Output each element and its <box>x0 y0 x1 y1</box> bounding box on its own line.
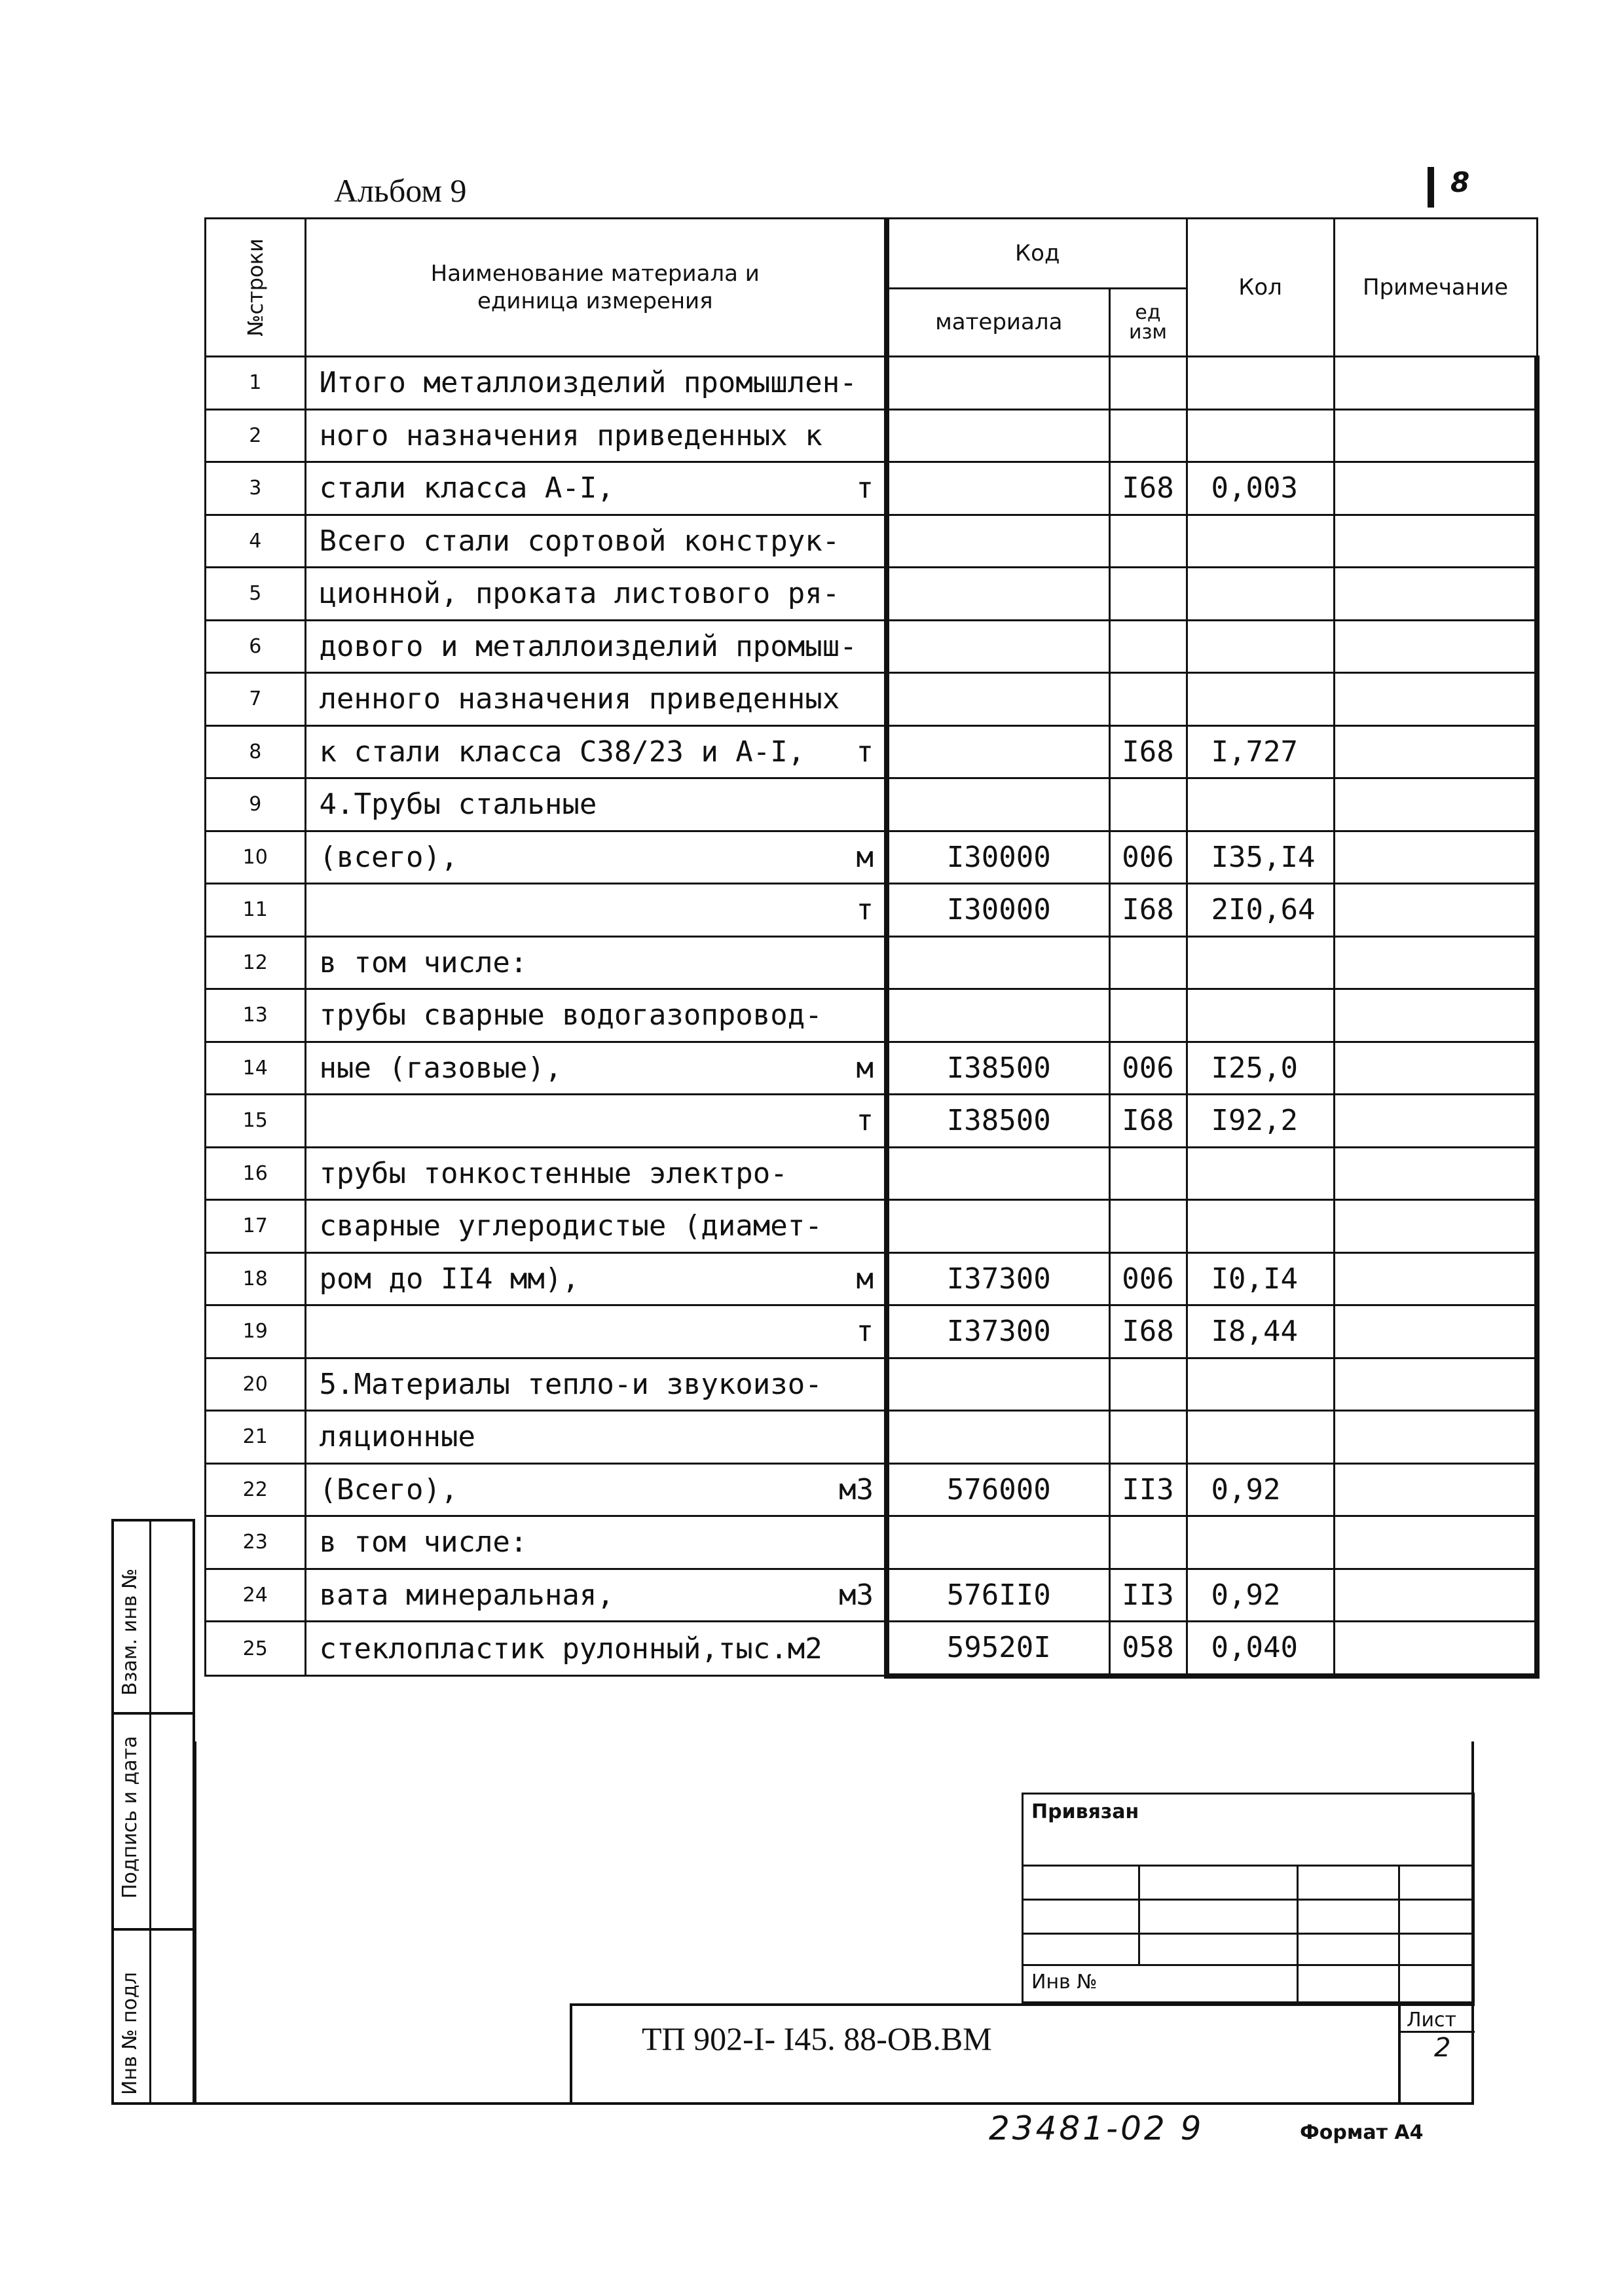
table-row <box>206 884 1538 937</box>
row-note <box>1334 357 1537 410</box>
row-name <box>305 1463 887 1516</box>
row-unit-code <box>1109 620 1187 673</box>
row-material-code <box>887 725 1109 778</box>
row-name <box>305 936 887 989</box>
row-material-code: 59520I <box>887 1622 1109 1676</box>
row-quantity <box>1187 1200 1334 1253</box>
row-material-code <box>887 1516 1109 1569</box>
row-name-text: 4.Трубы стальные <box>319 788 597 822</box>
row-unit: м <box>856 1262 874 1296</box>
row-material-code <box>887 673 1109 726</box>
row-quantity: 0,92 <box>1187 1569 1334 1622</box>
row-quantity: I0,I4 <box>1187 1252 1334 1305</box>
row-note <box>1334 1516 1537 1569</box>
row-number: 24 <box>206 1569 306 1622</box>
linked-line-3 <box>1022 1933 1475 1935</box>
row-note <box>1334 1095 1537 1148</box>
row-name <box>305 831 887 884</box>
row-note <box>1334 989 1537 1042</box>
row-material-code <box>887 620 1109 673</box>
row-note <box>1334 568 1537 621</box>
row-note <box>1334 1042 1537 1095</box>
row-quantity: I25,0 <box>1187 1042 1334 1095</box>
table-row <box>206 1042 1538 1095</box>
format-label: Формат А4 <box>1300 2121 1424 2144</box>
row-number: 7 <box>206 673 306 726</box>
row-unit: м3 <box>839 1578 874 1612</box>
row-note <box>1334 673 1537 726</box>
margin-inv-orig: Инв № подл <box>119 1972 141 2095</box>
table-row <box>206 1463 1538 1516</box>
row-name <box>305 1411 887 1464</box>
row-unit: м3 <box>839 1472 874 1506</box>
row-unit: м <box>856 1051 874 1085</box>
row-unit-code <box>1109 936 1187 989</box>
row-unit-code <box>1109 1200 1187 1253</box>
row-unit-code <box>1109 1411 1187 1464</box>
row-quantity: I8,44 <box>1187 1305 1334 1358</box>
row-number: 9 <box>206 778 306 831</box>
table-row <box>206 725 1538 778</box>
margin-replaced-inv: Взам. инв № <box>119 1568 141 1696</box>
row-name-text: к стали класса С38/23 и А-I, <box>319 735 805 769</box>
row-number: 13 <box>206 989 306 1042</box>
row-quantity <box>1187 673 1334 726</box>
row-number: 21 <box>206 1411 306 1464</box>
row-unit-code <box>1109 409 1187 462</box>
row-number: 18 <box>206 1252 306 1305</box>
row-number: 5 <box>206 568 306 621</box>
row-number: 4 <box>206 515 306 568</box>
table-row <box>206 1358 1538 1411</box>
margin-sign-date: Подпись и дата <box>119 1736 141 1899</box>
row-name-text: трубы тонкостенные электро- <box>319 1156 788 1190</box>
row-quantity: I35,I4 <box>1187 831 1334 884</box>
row-quantity <box>1187 620 1334 673</box>
row-name <box>305 409 887 462</box>
row-note <box>1334 1252 1537 1305</box>
row-name-text: (всего), <box>319 840 458 874</box>
row-material-code <box>887 989 1109 1042</box>
row-unit-code: 006 <box>1109 1252 1187 1305</box>
row-material-code: I37300 <box>887 1305 1109 1358</box>
row-unit-code <box>1109 515 1187 568</box>
table-row <box>206 515 1538 568</box>
list-label: Лист <box>1407 2009 1457 2032</box>
row-material-code: 576000 <box>887 1463 1109 1516</box>
row-number: 6 <box>206 620 306 673</box>
row-note <box>1334 1622 1537 1676</box>
row-number: 14 <box>206 1042 306 1095</box>
row-name <box>305 1622 887 1676</box>
row-note <box>1334 884 1537 937</box>
inv-no-label: Инв № <box>1031 1971 1098 1994</box>
row-quantity <box>1187 1358 1334 1411</box>
row-name <box>305 1147 887 1200</box>
row-unit-code: I68 <box>1109 725 1187 778</box>
row-name-text: 5.Материалы тепло-и звукоизо- <box>319 1367 822 1401</box>
row-quantity <box>1187 515 1334 568</box>
handwritten-number: 23481-02 9 <box>989 2109 1204 2147</box>
row-name <box>305 568 887 621</box>
row-unit-code: 006 <box>1109 1042 1187 1095</box>
table-row <box>206 620 1538 673</box>
table-row <box>206 778 1538 831</box>
table-row <box>206 1147 1538 1200</box>
row-name <box>305 1516 887 1569</box>
row-number: 1 <box>206 357 306 410</box>
row-quantity <box>1187 568 1334 621</box>
row-material-code <box>887 357 1109 410</box>
row-name <box>305 1200 887 1253</box>
row-unit: м <box>856 840 874 874</box>
row-name <box>305 462 887 515</box>
linked-vline-3 <box>1398 1865 1400 2003</box>
row-name-text: вата минеральная, <box>319 1578 614 1612</box>
table-body <box>206 357 1538 1676</box>
row-note <box>1334 1305 1537 1358</box>
row-number: 8 <box>206 725 306 778</box>
table-row <box>206 1252 1538 1305</box>
row-number: 19 <box>206 1305 306 1358</box>
row-number: 2 <box>206 409 306 462</box>
row-note <box>1334 1411 1537 1464</box>
row-name <box>305 778 887 831</box>
row-name <box>305 989 887 1042</box>
row-name <box>305 725 887 778</box>
row-quantity: 2I0,64 <box>1187 884 1334 937</box>
row-name-text: ционной, проката листового ря- <box>319 577 840 611</box>
table-row <box>206 568 1538 621</box>
row-name-text: (Всего), <box>319 1472 458 1506</box>
row-unit: т <box>856 471 874 505</box>
linked-vline-1 <box>1138 1865 1140 1964</box>
row-name <box>305 1358 887 1411</box>
row-quantity: I92,2 <box>1187 1095 1334 1148</box>
row-name-text: ром до II4 мм), <box>319 1262 580 1296</box>
row-quantity <box>1187 989 1334 1042</box>
row-quantity <box>1187 357 1334 410</box>
row-note <box>1334 725 1537 778</box>
row-unit-code: 006 <box>1109 831 1187 884</box>
row-material-code: I30000 <box>887 831 1109 884</box>
row-material-code: I38500 <box>887 1095 1109 1148</box>
table-row <box>206 357 1538 410</box>
row-unit-code <box>1109 1358 1187 1411</box>
row-name-text: трубы сварные водогазопровод- <box>319 998 822 1032</box>
row-name-text: стеклопластик рулонный,тыс.м2 <box>319 1631 822 1666</box>
row-number: 11 <box>206 884 306 937</box>
row-note <box>1334 409 1537 462</box>
row-unit-code <box>1109 673 1187 726</box>
sheet-number: 8 <box>1450 166 1470 198</box>
row-unit-code: II3 <box>1109 1569 1187 1622</box>
linked-line-4 <box>1022 1964 1475 1966</box>
row-name-text: Всего стали сортовой конструк- <box>319 524 840 558</box>
table-row <box>206 936 1538 989</box>
list-value: 2 <box>1434 2033 1451 2063</box>
row-note <box>1334 831 1537 884</box>
row-unit: т <box>856 1315 874 1349</box>
row-material-code: I38500 <box>887 1042 1109 1095</box>
linked-vline-2 <box>1297 1865 1299 2003</box>
header-qty: Кол <box>1187 219 1334 357</box>
linked-line-2 <box>1022 1899 1475 1901</box>
row-material-code <box>887 778 1109 831</box>
row-unit-code: 058 <box>1109 1622 1187 1676</box>
row-unit-code: I68 <box>1109 1305 1187 1358</box>
table-row <box>206 989 1538 1042</box>
row-unit-code <box>1109 1147 1187 1200</box>
header-note: Примечание <box>1334 219 1537 357</box>
row-unit-code: I68 <box>1109 1095 1187 1148</box>
row-number: 25 <box>206 1622 306 1676</box>
header-code-unit: ед изм <box>1109 289 1187 357</box>
table-row <box>206 1569 1538 1622</box>
row-number: 17 <box>206 1200 306 1253</box>
row-note <box>1334 1200 1537 1253</box>
row-number: 16 <box>206 1147 306 1200</box>
table-row <box>206 462 1538 515</box>
row-quantity: 0,003 <box>1187 462 1334 515</box>
row-material-code: 576II0 <box>887 1569 1109 1622</box>
row-unit: т <box>856 893 874 927</box>
row-name <box>305 357 887 410</box>
row-note <box>1334 778 1537 831</box>
row-unit-code <box>1109 357 1187 410</box>
table-row <box>206 1200 1538 1253</box>
row-unit: т <box>856 1104 874 1138</box>
row-name <box>305 1305 887 1358</box>
row-unit-code: I68 <box>1109 462 1187 515</box>
row-note <box>1334 936 1537 989</box>
row-unit-code <box>1109 568 1187 621</box>
row-material-code: I30000 <box>887 884 1109 937</box>
row-material-code <box>887 515 1109 568</box>
margin-divider-1 <box>111 1712 195 1715</box>
row-material-code <box>887 568 1109 621</box>
row-unit-code <box>1109 989 1187 1042</box>
header-name: Наименование материала и единица измерения <box>305 219 887 357</box>
row-note <box>1334 1358 1537 1411</box>
sheet-bar <box>1428 167 1434 208</box>
album-title: Альбом 9 <box>334 172 467 209</box>
row-quantity <box>1187 778 1334 831</box>
table-row <box>206 1622 1538 1676</box>
row-name-text: ленного назначения приведенных <box>319 682 840 716</box>
table-row <box>206 831 1538 884</box>
table-row <box>206 1516 1538 1569</box>
doc-code: ТП 902-I- I45. 88-ОВ.ВМ <box>642 2020 992 2057</box>
row-unit-code <box>1109 778 1187 831</box>
margin-vdivider <box>149 1519 151 2105</box>
row-name <box>305 1095 887 1148</box>
row-number: 3 <box>206 462 306 515</box>
row-note <box>1334 620 1537 673</box>
row-unit: т <box>856 735 874 769</box>
row-name <box>305 884 887 937</box>
row-number: 20 <box>206 1358 306 1411</box>
row-number: 15 <box>206 1095 306 1148</box>
table-row <box>206 1411 1538 1464</box>
table-row <box>206 1095 1538 1148</box>
row-note <box>1334 1463 1537 1516</box>
row-name <box>305 1569 887 1622</box>
row-name-text: стали класса А-I, <box>319 471 614 505</box>
row-material-code <box>887 1358 1109 1411</box>
row-name <box>305 515 887 568</box>
row-name-text: в том числе: <box>319 945 528 979</box>
row-name-text: дового и металлоизделий промыш- <box>319 629 857 663</box>
header-code-material: материала <box>887 289 1109 357</box>
row-note <box>1334 462 1537 515</box>
row-note <box>1334 1147 1537 1200</box>
row-name-text: ляционные <box>319 1420 475 1454</box>
row-note <box>1334 1569 1537 1622</box>
row-quantity <box>1187 1516 1334 1569</box>
row-name <box>305 673 887 726</box>
table-row <box>206 409 1538 462</box>
row-name-text: в том числе: <box>319 1525 528 1559</box>
row-material-code <box>887 936 1109 989</box>
row-material-code <box>887 462 1109 515</box>
spec-table <box>204 217 1540 1679</box>
row-quantity: I,727 <box>1187 725 1334 778</box>
row-name <box>305 1252 887 1305</box>
row-number: 10 <box>206 831 306 884</box>
table-row <box>206 1305 1538 1358</box>
row-material-code <box>887 1411 1109 1464</box>
row-number: 23 <box>206 1516 306 1569</box>
table-row <box>206 673 1538 726</box>
row-note <box>1334 515 1537 568</box>
row-quantity: 0,040 <box>1187 1622 1334 1676</box>
row-number: 22 <box>206 1463 306 1516</box>
row-name <box>305 620 887 673</box>
linked-label: Привязан <box>1031 1800 1139 1823</box>
row-name-text: ного назначения приведенных к <box>319 418 822 452</box>
row-name-text: сварные углеродистые (диамет- <box>319 1209 822 1243</box>
row-name-text: ные (газовые), <box>319 1051 563 1085</box>
row-number: 12 <box>206 936 306 989</box>
row-quantity <box>1187 1147 1334 1200</box>
row-name <box>305 1042 887 1095</box>
row-material-code <box>887 1200 1109 1253</box>
row-unit-code: II3 <box>1109 1463 1187 1516</box>
row-quantity <box>1187 936 1334 989</box>
row-name-text: Итого металлоизделий промышлен- <box>319 366 857 400</box>
row-quantity <box>1187 409 1334 462</box>
row-quantity <box>1187 1411 1334 1464</box>
row-unit-code: I68 <box>1109 884 1187 937</box>
header-code: Код <box>887 219 1187 289</box>
row-material-code <box>887 1147 1109 1200</box>
row-quantity: 0,92 <box>1187 1463 1334 1516</box>
margin-divider-2 <box>111 1928 195 1931</box>
header-row-no: №строки <box>206 219 306 357</box>
row-material-code: I37300 <box>887 1252 1109 1305</box>
row-unit-code <box>1109 1516 1187 1569</box>
row-material-code <box>887 409 1109 462</box>
linked-line-1 <box>1022 1865 1475 1867</box>
